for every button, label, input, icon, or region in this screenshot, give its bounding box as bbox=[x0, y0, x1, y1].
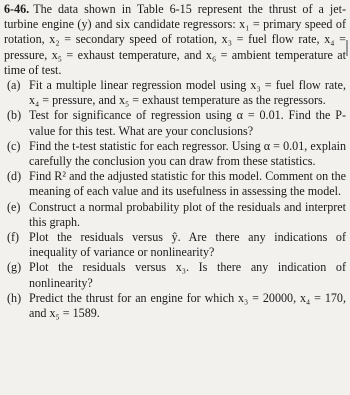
part-text: Plot the residuals versus ŷ. Are there any indications of inequality of variance or nonlinearity? bbox=[29, 230, 346, 260]
part-label: (e) bbox=[7, 199, 21, 214]
part-g bbox=[4, 260, 346, 290]
part-text: Find the t-test statistic for each regressor. Using α = 0.01, explain carefully the conclusion you can draw from these statistics. bbox=[29, 138, 346, 169]
part-a bbox=[4, 78, 346, 108]
part-text: Fit a multiple linear regression model using x₃ = fuel flow rate, x₄ = pressure, and x₅ = exhaust temperature as the regressors. bbox=[29, 78, 346, 108]
part-b bbox=[4, 108, 346, 138]
part-label: (b) bbox=[7, 108, 22, 123]
part-label: (d) bbox=[7, 169, 22, 184]
page-edge-mark bbox=[346, 40, 348, 56]
part-c bbox=[4, 139, 346, 169]
problem-number: 6-46. bbox=[4, 2, 30, 16]
part-label: (f) bbox=[7, 230, 20, 245]
part-text: Construct a normal probability plot of the residuals and interpret this graph. bbox=[29, 199, 346, 229]
part-text: Test for significance of regression using α = 0.01. Find the P-value for this test. What are your conclusions? bbox=[29, 108, 346, 138]
part-f bbox=[4, 230, 346, 260]
part-text: Find R² and the adjusted statistic for this model. Comment on the meaning of each value and its usefulness in assessing the model. bbox=[29, 169, 346, 199]
part-label: (g) bbox=[7, 260, 22, 275]
part-label: (a) bbox=[7, 78, 21, 93]
problem-stem bbox=[4, 2, 346, 78]
part-h bbox=[4, 291, 346, 321]
part-text: Plot the residuals versus x₃. Is there any indication of nonlinearity? bbox=[29, 260, 346, 290]
part-e bbox=[4, 200, 346, 230]
part-label: (c) bbox=[7, 138, 21, 153]
part-text: Predict the thrust for an engine for which x₃ = 20000, x₄ = 170, and x₅ = 1589. bbox=[29, 290, 346, 321]
problem-block bbox=[4, 2, 346, 321]
problem-text: The data shown in Table 6-15 represent the thrust of a jet-turbine engine (y) and six candidate regressors: x₁ = primary speed of rotation, x₂ = secondary speed of rotation, x₃ = fuel flow rate, x₄ = pressure, x₅ = exhaust temperature, and x₆ = ambient temperature at time of test. bbox=[4, 2, 346, 77]
part-label: (h) bbox=[7, 290, 22, 305]
part-d bbox=[4, 169, 346, 199]
